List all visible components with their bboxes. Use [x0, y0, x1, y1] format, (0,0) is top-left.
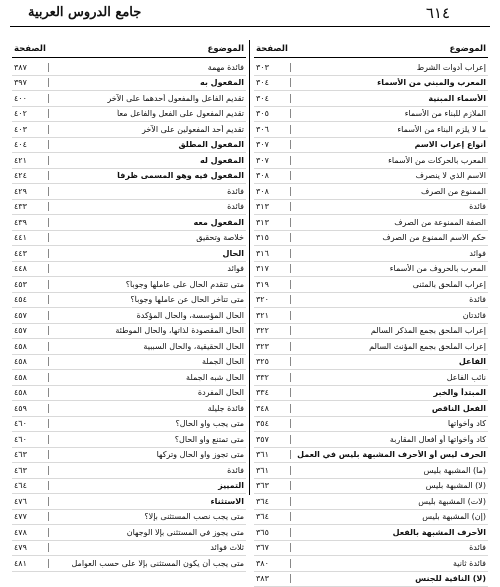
toc-entry-page: ٣٠٥ — [254, 109, 291, 118]
toc-entry-page: ٣٨٧ — [12, 63, 49, 72]
toc-entry — [254, 556, 488, 572]
toc-entry — [254, 107, 488, 123]
toc-entry-page: ٤٠٢ — [12, 109, 49, 118]
toc-entry-page: ٣٠٨ — [254, 171, 291, 180]
toc-entry-topic: التمييز — [49, 481, 246, 490]
toc-entry-page: ٤٥٧ — [12, 326, 49, 335]
toc-entry-page: ٤٥٨ — [12, 388, 49, 397]
topic-column-label: الموضوع — [450, 44, 486, 54]
toc-entry — [254, 293, 488, 309]
toc-entry — [254, 153, 488, 169]
toc-entry-topic: المعرب والمبني من الأسماء — [291, 78, 488, 87]
toc-list-left — [12, 60, 246, 572]
toc-entry-page: ٣٨٠ — [254, 559, 291, 568]
toc-entry-topic: إعراب الملحق بالمثنى — [291, 280, 488, 289]
toc-entry-page: ٤٥٨ — [12, 357, 49, 366]
toc-entry — [254, 215, 488, 231]
toc-entry-page: ٤٣٩ — [12, 218, 49, 227]
toc-entry — [12, 355, 246, 371]
toc-entry-page: ٤٧٨ — [12, 528, 49, 537]
toc-entry-topic: (لا) المشبهة بليس — [291, 481, 488, 490]
toc-entry-page: ٣٦٤ — [254, 497, 291, 506]
toc-entry — [254, 572, 488, 587]
toc-entry-topic: فائدة — [291, 543, 488, 552]
toc-entry — [254, 417, 488, 433]
toc-entry-page: ٤٦٣ — [12, 466, 49, 475]
toc-entry — [12, 76, 246, 92]
toc-entry-topic: الحال المؤسسة، والحال المؤكدة — [49, 311, 246, 320]
toc-entry-topic: الأحرف المشبهة بالفعل — [291, 528, 488, 537]
toc-entry-topic: نائب الفاعل — [291, 373, 488, 382]
toc-entry — [12, 525, 246, 541]
toc-entry — [12, 541, 246, 557]
book-title: جامع الدروس العربية — [28, 5, 141, 20]
toc-entry — [254, 370, 488, 386]
toc-entry-topic: متى تمتنع واو الحال؟ — [49, 435, 246, 444]
toc-entry — [12, 60, 246, 76]
toc-entry — [12, 370, 246, 386]
toc-entry-topic: تقديم أحد المفعولين على الآخر — [49, 125, 246, 134]
toc-entry-topic: المفعول المطلق — [49, 140, 246, 149]
toc-entry-topic: أنواع إعراب الاسم — [291, 140, 488, 149]
toc-entry-topic: الحال الحقيقية، والحال السببية — [49, 342, 246, 351]
toc-entry-page: ٣٢٢ — [254, 326, 291, 335]
toc-entry-topic: متى يجوز في المستثنى بإلا الوجهان — [49, 528, 246, 537]
toc-entry-page: ٤٣٣ — [12, 202, 49, 211]
toc-entry-topic: فائدة — [291, 202, 488, 211]
toc-entry-page: ٤٦٣ — [12, 450, 49, 459]
toc-entry — [254, 463, 488, 479]
toc-entry-topic: الحال الجملة — [49, 357, 246, 366]
toc-entry-topic: كاد وأخواتها — [291, 419, 488, 428]
toc-list-right — [254, 60, 488, 587]
toc-entry-page: ٤٦٠ — [12, 419, 49, 428]
toc-entry-topic: إعراب الملحق بجمع المذكر السالم — [291, 326, 488, 335]
toc-entry-page: ٤٨١ — [12, 559, 49, 568]
toc-entry-page: ٣٠٤ — [254, 78, 291, 87]
toc-entry-page: ٣٦٣ — [254, 481, 291, 490]
toc-entry — [12, 432, 246, 448]
toc-entry — [254, 76, 488, 92]
toc-column-right — [254, 40, 488, 500]
toc-entry — [254, 60, 488, 76]
toc-entry — [254, 525, 488, 541]
toc-entry-topic: تقديم الفاعل والمفعول أحدهما على الآخر — [49, 94, 246, 103]
toc-entry — [12, 401, 246, 417]
toc-entry — [12, 153, 246, 169]
toc-entry-topic: إعراب أدوات الشرط — [291, 63, 488, 72]
toc-entry-page: ٣١٣ — [254, 202, 291, 211]
toc-entry-page: ٣٣٢ — [254, 373, 291, 382]
toc-entry-topic: فائدة ثانية — [291, 559, 488, 568]
toc-column-left — [12, 40, 246, 500]
toc-entry-topic: خلاصة وتحقيق — [49, 233, 246, 242]
column-header — [12, 40, 246, 58]
toc-entry-topic: متى تتقدم الحال على عاملها وجوباً؟ — [49, 280, 246, 289]
toc-entry-page: ٤٧٦ — [12, 497, 49, 506]
toc-entry-topic: تقديم المفعول على الفعل والفاعل معاً — [49, 109, 246, 118]
column-header — [254, 40, 488, 58]
toc-entry-topic: إعراب الملحق بجمع المؤنث السالم — [291, 342, 488, 351]
toc-entry — [254, 246, 488, 262]
toc-entry — [12, 169, 246, 185]
toc-entry-topic: ما لا يلزم البناء من الأسماء — [291, 125, 488, 134]
toc-entry-page: ٤٥٩ — [12, 404, 49, 413]
toc-entry — [254, 200, 488, 216]
toc-entry — [12, 293, 246, 309]
toc-entry-topic: (ما) المشبهة بليس — [291, 466, 488, 475]
toc-entry-topic: الأسماء المبنية — [291, 94, 488, 103]
topic-column-label: الموضوع — [208, 44, 244, 54]
toc-entry-page: ٣٢١ — [254, 311, 291, 320]
toc-entry-topic: (لات) المشبهة بليس — [291, 497, 488, 506]
toc-entry — [254, 231, 488, 247]
toc-entry-topic: فوائد — [49, 264, 246, 273]
toc-entry-topic: فائدة — [49, 187, 246, 196]
toc-entry-topic: المفعول معه — [49, 218, 246, 227]
toc-entry — [12, 107, 246, 123]
toc-entry-page: ٣٠٣ — [254, 63, 291, 72]
column-divider — [249, 40, 250, 495]
toc-entry-page: ٣٥٧ — [254, 435, 291, 444]
toc-entry-page: ٤٥٨ — [12, 342, 49, 351]
toc-entry-topic: الحال — [49, 249, 246, 258]
toc-entry-page: ٣٦١ — [254, 450, 291, 459]
toc-entry — [12, 417, 246, 433]
toc-entry — [12, 122, 246, 138]
toc-entry — [254, 494, 488, 510]
toc-entry-topic: متى يجب أن يكون المستثنى بإلا على حسب العوامل — [49, 559, 246, 568]
toc-entry — [12, 91, 246, 107]
toc-entry — [12, 215, 246, 231]
toc-entry — [12, 324, 246, 340]
toc-entry-topic: الحال المقصودة لذاتها، والحال الموطئة — [49, 326, 246, 335]
toc-entry-page: ٤٠٠ — [12, 94, 49, 103]
toc-entry — [254, 122, 488, 138]
toc-entry-page: ٤٥٧ — [12, 311, 49, 320]
toc-entry — [12, 386, 246, 402]
toc-entry-page: ٤٦٤ — [12, 481, 49, 490]
toc-entry-page: ٣٦٧ — [254, 543, 291, 552]
toc-entry-topic: المبتدأ والخبر — [291, 388, 488, 397]
toc-entry — [254, 510, 488, 526]
toc-entry — [254, 91, 488, 107]
toc-entry-page: ٣٢٠ — [254, 295, 291, 304]
toc-entry-topic: الحال شبه الجملة — [49, 373, 246, 382]
toc-entry-page: ٣٠٤ — [254, 94, 291, 103]
toc-entry — [254, 386, 488, 402]
toc-entry-page: ٣٠٧ — [254, 140, 291, 149]
toc-entry-page: ٤٥٨ — [12, 373, 49, 382]
page-column-label: الصفحة — [256, 44, 288, 54]
toc-entry-page: ٣٢٥ — [254, 357, 291, 366]
toc-entry-page: ٣١٩ — [254, 280, 291, 289]
toc-entry-topic: الصفة الممنوعة من الصرف — [291, 218, 488, 227]
toc-entry-page: ٤٢٩ — [12, 187, 49, 196]
toc-entry-topic: متى تجوز واو الحال وتركها — [49, 450, 246, 459]
toc-entry-page: ٤٦٠ — [12, 435, 49, 444]
toc-entry-page: ٣٦٤ — [254, 512, 291, 521]
toc-entry-page: ٣٠٧ — [254, 156, 291, 165]
toc-entry-page: ٣٨٣ — [254, 574, 291, 583]
toc-entry — [254, 355, 488, 371]
toc-entry-topic: حكم الاسم الممنوع من الصرف — [291, 233, 488, 242]
toc-entry — [12, 246, 246, 262]
toc-entry — [254, 541, 488, 557]
toc-entry-topic: المفعول فيه وهو المسمى ظرفاً — [49, 171, 246, 180]
toc-entry-page: ٤٤٣ — [12, 249, 49, 258]
toc-entry — [12, 184, 246, 200]
toc-entry-page: ٤٥٣ — [12, 280, 49, 289]
toc-entry-topic: المفعول له — [49, 156, 246, 165]
toc-entry-page: ٤٥٤ — [12, 295, 49, 304]
toc-entry-topic: متى يجب نصب المستثنى بإلا؟ — [49, 512, 246, 521]
toc-entry-page: ٣١٣ — [254, 218, 291, 227]
toc-entry-page: ٣٠٨ — [254, 187, 291, 196]
toc-entry — [12, 138, 246, 154]
toc-entry — [12, 463, 246, 479]
toc-entry — [254, 339, 488, 355]
toc-entry-topic: فوائد — [291, 249, 488, 258]
toc-entry — [12, 510, 246, 526]
toc-entry — [254, 401, 488, 417]
toc-entry — [12, 494, 246, 510]
toc-entry — [254, 432, 488, 448]
toc-entry-topic: الممنوع من الصرف — [291, 187, 488, 196]
toc-entry-page: ٣٦٥ — [254, 528, 291, 537]
toc-entry — [12, 339, 246, 355]
toc-entry-page: ٤٠٣ — [12, 125, 49, 134]
toc-entry — [12, 277, 246, 293]
toc-entry-page: ٤٢٤ — [12, 171, 49, 180]
toc-entry-page: ٤٢١ — [12, 156, 49, 165]
toc-entry-page: ٣٠٦ — [254, 125, 291, 134]
toc-entry-page: ٤٤٨ — [12, 264, 49, 273]
toc-entry-topic: الحرف ليس أو الأحرف المشبهة بليس في العمل — [291, 450, 488, 459]
toc-entry — [12, 479, 246, 495]
toc-entry-topic: فائدة — [49, 202, 246, 211]
toc-entry — [254, 448, 488, 464]
toc-entry — [12, 448, 246, 464]
toc-entry — [12, 262, 246, 278]
toc-entry-topic: الاستثناء — [49, 497, 246, 506]
toc-entry-page: ٣١٥ — [254, 233, 291, 242]
toc-entry-topic: فائدة مهمة — [49, 63, 246, 72]
toc-entry-topic: المعرب بالحركات من الأسماء — [291, 156, 488, 165]
toc-entry-page: ٣١٦ — [254, 249, 291, 258]
toc-entry-topic: فائدتان — [291, 311, 488, 320]
toc-entry-page: ٣٣٤ — [254, 388, 291, 397]
toc-entry-page: ٣٥٤ — [254, 419, 291, 428]
toc-entry — [254, 324, 488, 340]
toc-entry-topic: المعرب بالحروف من الأسماء — [291, 264, 488, 273]
toc-entry-topic: (لا) النافية للجنس — [291, 574, 488, 583]
toc-entry — [254, 262, 488, 278]
toc-entry — [254, 277, 488, 293]
toc-entry-topic: فائدة — [291, 295, 488, 304]
toc-entry — [254, 308, 488, 324]
toc-entry-topic: كاد وأخواتها أو أفعال المقاربة — [291, 435, 488, 444]
page-number: ٦١٤ — [426, 4, 450, 22]
toc-entry-page: ٣٦١ — [254, 466, 291, 475]
toc-entry-topic: الحال المفردة — [49, 388, 246, 397]
toc-entry — [12, 308, 246, 324]
toc-entry — [254, 184, 488, 200]
page-header — [10, 4, 490, 27]
toc-entry-page: ٣٢٣ — [254, 342, 291, 351]
toc-entry-page: ٣٩٧ — [12, 78, 49, 87]
toc-entry — [12, 200, 246, 216]
page-column-label: الصفحة — [14, 44, 46, 54]
toc-entry — [254, 479, 488, 495]
toc-entry — [254, 138, 488, 154]
toc-entry — [12, 556, 246, 572]
toc-entry — [12, 231, 246, 247]
toc-entry-page: ٤٤١ — [12, 233, 49, 242]
toc-entry-topic: فائدة جليلة — [49, 404, 246, 413]
toc-entry-topic: الفاعل — [291, 357, 488, 366]
toc-entry-topic: الملازم للبناء من الأسماء — [291, 109, 488, 118]
toc-entry-page: ٤٧٩ — [12, 543, 49, 552]
toc-entry-topic: متى يجب واو الحال؟ — [49, 419, 246, 428]
toc-entry — [254, 169, 488, 185]
toc-entry-page: ٤٧٧ — [12, 512, 49, 521]
toc-entry-page: ٤٠٤ — [12, 140, 49, 149]
toc-entry-topic: فائدة — [49, 466, 246, 475]
toc-entry-topic: الفعل الناقص — [291, 404, 488, 413]
toc-entry-page: ٣١٧ — [254, 264, 291, 273]
toc-entry-topic: (إن) المشبهة بليس — [291, 512, 488, 521]
toc-entry-topic: ثلاث فوائد — [49, 543, 246, 552]
toc-entry-topic: الاسم الذي لا ينصرف — [291, 171, 488, 180]
toc-entry-topic: متى تتأخر الحال عن عاملها وجوباً؟ — [49, 295, 246, 304]
toc-entry-page: ٣٤٨ — [254, 404, 291, 413]
toc-entry-topic: المفعول به — [49, 78, 246, 87]
